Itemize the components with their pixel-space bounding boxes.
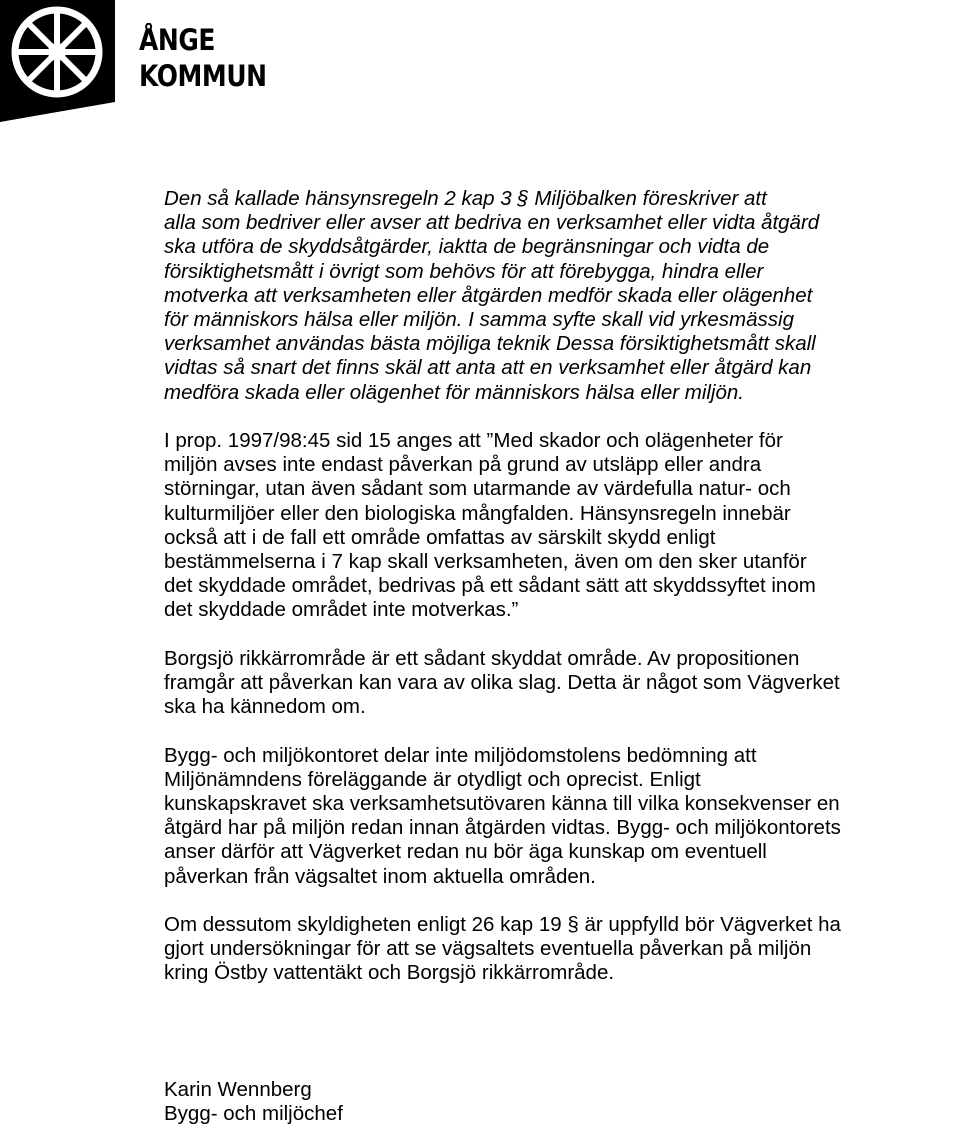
text-line: kunskapskravet ska verksamhetsutövaren känna till vilka konsekvenser en [164,792,840,816]
text-line: det skyddade området inte motverkas.” [164,598,519,622]
text-line: ska utföra de skyddsåtgärder, iaktta de begränsningar och vidta de [164,235,770,259]
text-line: försiktighetsmått i övrigt som behövs för att förebygga, hindra eller [164,259,764,283]
letter-body [164,187,960,986]
paragraph-bygg-och-miljokontoret [164,744,960,889]
org-name-line1: ÅNGE [139,23,215,57]
text-line: medföra skada eller olägenhet för människors hälsa eller miljön. [164,380,744,404]
signature-block [164,1078,343,1126]
text-line: kring Östby vattentäkt och Borgsjö rikkärrområde. [164,961,615,985]
organization-name [139,22,267,94]
text-line: kulturmiljöer eller den biologiska mångfalden. Hänsynsregeln innebär [164,501,791,525]
paragraph-borgsjo [164,647,960,720]
text-line: vidtas så snart det finns skäl att anta att en verksamhet eller åtgärd kan [164,356,812,380]
wheel-crest-icon [0,0,115,122]
text-line: framgår att påverkan kan vara av olika slag. Detta är något som Vägverket [164,671,840,695]
signatory-title: Bygg- och miljöchef [164,1102,343,1126]
text-line: också att i de fall ett område omfattas av särskilt skydd enligt [164,525,716,549]
text-line: motverka att verksamheten eller åtgärden medför skada eller olägenhet [164,283,813,307]
text-line: ska ha kännedom om. [164,695,366,719]
text-line: påverkan från vägsaltet inom aktuella områden. [164,864,596,888]
org-name-line2: KOMMUN [139,59,267,93]
text-line: störningar, utan även sådant som utarmande av värdefulla natur- och [164,477,791,501]
text-line: åtgärd har på miljön redan innan åtgärden vidtas. Bygg- och miljökontorets [164,816,841,840]
text-line: för människors hälsa eller miljön. I samma syfte skall vid yrkesmässig [164,308,794,332]
signatory-name: Karin Wennberg [164,1078,312,1101]
text-line: miljön avses inte endast påverkan på grund av utsläpp eller andra [164,453,762,477]
header-logo [0,0,267,125]
text-line: Borgsjö rikkärrområde är ett sådant skyddat område. Av propositionen [164,646,800,670]
text-line: bestämmelserna i 7 kap skall verksamheten, även om den sker utanför [164,550,807,574]
text-line: Miljönämndens föreläggande är otydligt och oprecist. Enligt [164,767,701,791]
text-line: verksamhet användas bästa möjliga teknik Dessa försiktighetsmått skall [164,332,816,356]
text-line: det skyddade området, bedrivas på ett sådant sätt att skyddssyftet inom [164,574,816,598]
text-line: Om dessutom skyldigheten enligt 26 kap 19 § är uppfylld bör Vägverket ha [164,913,841,937]
paragraph-hansynsregeln [164,187,960,405]
text-line: anser därför att Vägverket redan nu bör äga kunskap om eventuell [164,840,767,864]
text-line: gjort undersökningar för att se vägsaltets eventuella påverkan på miljön [164,937,812,961]
text-line: I prop. 1997/98:45 sid 15 anges att ”Med skador och olägenheter för [164,429,783,453]
paragraph-skyldigheten [164,913,960,986]
text-line: alla som bedriver eller avser att bedriva en verksamhet eller vidta åtgärd [164,211,820,235]
paragraph-proposition [164,429,960,623]
text-line: Bygg- och miljökontoret delar inte miljödomstolens bedömning att [164,743,757,767]
text-line: Den så kallade hänsynsregeln 2 kap 3 § Miljöbalken föreskriver att [164,187,767,210]
